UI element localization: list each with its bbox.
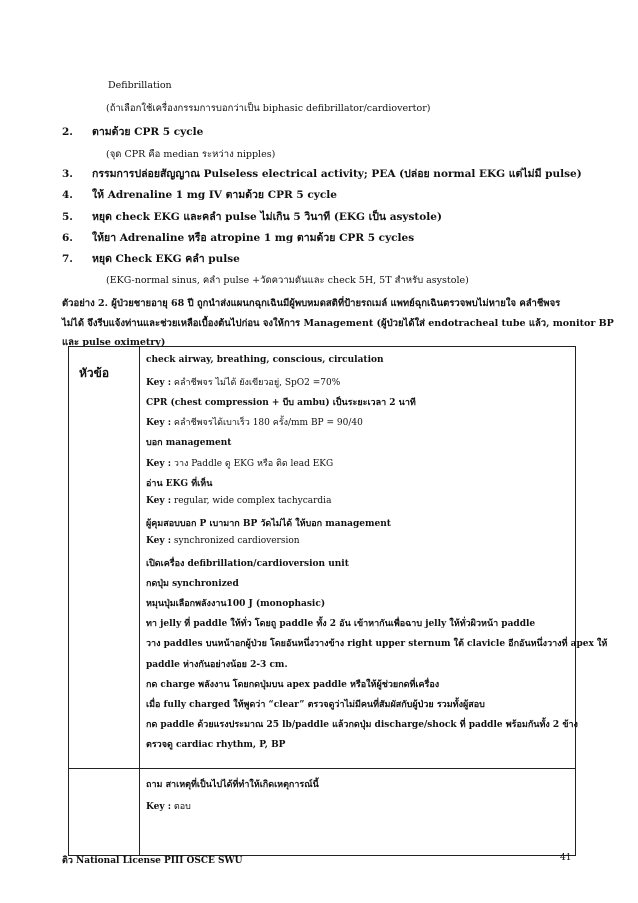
row-text: check airway, breathing, conscious, circulation	[146, 355, 384, 365]
step-row	[146, 516, 391, 530]
table-header-topic: หัวข้อ	[79, 366, 110, 380]
row-text: กดปุ่ม synchronized	[146, 579, 239, 590]
defibrillation-line: Defibrillation	[108, 80, 172, 91]
step-number: 5.	[62, 211, 73, 223]
step-row	[146, 717, 578, 731]
key-label: Key :	[146, 418, 172, 429]
step-text: กรรมการปล่อยสัญญาณ Pulseless electrical activity; PEA (ปล่อย normal EKG แต่ไม่มี pulse)	[92, 168, 582, 180]
step-row	[146, 596, 325, 610]
step-row	[146, 616, 535, 630]
example-line-3: และ pulse oximetry)	[62, 337, 166, 348]
step-number: 3.	[62, 168, 73, 180]
step-3	[62, 165, 582, 182]
step-row	[146, 697, 485, 711]
footer-title: ติว National License PIII OSCE SWU	[62, 856, 243, 866]
key-label: Key :	[146, 495, 172, 506]
row-text: ตอบ	[173, 802, 191, 812]
row-text: คลำชีพจรได้เบาเร็ว 180 ครั้ง/mm BP = 90/40	[173, 418, 363, 429]
key-label: Key :	[146, 458, 172, 469]
key-row	[146, 375, 340, 389]
key-label: Key :	[146, 535, 172, 546]
step-2-note: (จุด CPR คือ median ระหว่าง nipples)	[106, 149, 276, 160]
key-label: Key :	[146, 802, 172, 812]
table-row-divider	[69, 768, 575, 769]
page-number: 41	[560, 853, 572, 863]
question-row	[146, 777, 319, 791]
row-text: กด paddle ด้วยแรงประมาณ 25 lb/paddle แล้วกดปุ่ม discharge/shock ที่ paddle พร้อมกันทั้ง 2 ข้าง	[146, 719, 578, 730]
key-row	[146, 496, 331, 506]
step-number: 2.	[62, 126, 73, 138]
row-text: อ่าน EKG ที่เห็น	[146, 478, 213, 489]
step-text: หยุด Check EKG คลำ pulse	[92, 253, 240, 265]
management-table	[68, 346, 608, 856]
row-text: เปิดเครื่อง defibrillation/cardioversion unit	[146, 559, 349, 569]
step-row	[146, 476, 212, 490]
row-text: วาง paddles บนหน้าอกผู้ป่วย โดยอันหนึ่งวางข้าง right upper sternum ใต้ clavicle อีกอันหนึ่งวางที่ apex ให้	[146, 639, 608, 650]
row-text: เมื่อ fully charged ให้พูดว่า “clear” ตรวจดูว่าไม่มีคนที่สัมผัสกับผู้ป่วย รวมทั้งผู้สอบ	[146, 699, 485, 710]
step-2	[62, 123, 203, 140]
step-number: 7.	[62, 253, 73, 265]
key-row	[146, 415, 363, 429]
step-4	[62, 186, 337, 203]
step-6	[62, 229, 414, 246]
step-text: ให้ยา Adrenaline หรือ atropine 1 mg ตามด้วย CPR 5 cycles	[92, 232, 415, 244]
step-row	[146, 556, 349, 570]
row-text: regular, wide complex tachycardia	[173, 495, 332, 506]
row-text: synchronized cardioversion	[173, 535, 300, 546]
row-text: คลำชีพจร ไม่ได้ ยังเขียวอยู่, SpO2 =70%	[173, 378, 341, 389]
step-row	[146, 677, 439, 691]
row-text: ทา jelly ที่ paddle ให้ทั่ว โดยถู paddle ทั้ง 2 อัน เข้าหากันเพื่อฉาบ jelly ให้ทั่วผิวหน้า paddle	[146, 619, 536, 630]
step-text: ให้ Adrenaline 1 mg IV ตามด้วย CPR 5 cycle	[92, 189, 337, 201]
row-text: ถาม สาเหตุที่เป็นไปได้ที่ทำให้เกิดเหตุการณ์นี้	[146, 780, 319, 790]
step-7	[62, 250, 240, 267]
step-row	[146, 657, 288, 671]
step-number: 4.	[62, 189, 73, 201]
answer-key-row	[146, 799, 191, 813]
row-text: วาง Paddle ดู EKG หรือ ติด lead EKG	[173, 458, 334, 469]
example-line-2: ไม่ได้ จึงรีบแจ้งท่านและช่วยเหลือเบื้องต้นไปก่อน จงให้การ Management (ผู้ป่วยได้ใส่ endotracheal tube แล้ว, monitor BP	[62, 318, 614, 329]
row-text: บอก management	[146, 438, 232, 449]
example-line-1: ตัวอย่าง 2. ผู้ป่วยชายอายุ 68 ปี ถูกนำส่งแผนกฉุกเฉินมีผู้พบหมดสติที่ป้ายรถเมล์ แพทย์ฉุกเฉินตรวจพบไม่หายใจ คลำชีพจร	[62, 298, 561, 309]
key-row	[146, 536, 300, 546]
biphasic-note: (ถ้าเลือกใช้เครื่องกรรมการบอกว่าเป็น biphasic defibrillator/cardiovertor)	[106, 103, 431, 114]
row-text: ผู้คุมสอบบอก P เบามาก BP วัดไม่ได้ ให้บอก management	[146, 518, 391, 529]
step-7-note: (EKG-normal sinus, คลำ pulse +วัดความดันและ check 5H, 5T สำหรับ asystole)	[106, 275, 469, 286]
step-row	[146, 576, 239, 590]
row-text: ตรวจดู cardiac rhythm, P, BP	[146, 739, 286, 750]
table-column-divider	[139, 347, 140, 855]
key-label: Key :	[146, 378, 172, 389]
step-row	[146, 737, 285, 751]
step-number: 6.	[62, 232, 73, 244]
step-row	[146, 355, 384, 365]
step-text: ตามด้วย CPR 5 cycle	[92, 126, 204, 138]
row-text: CPR (chest compression + บีบ ambu) เป็นระยะเวลา 2 นาที	[146, 398, 416, 409]
step-row	[146, 636, 607, 650]
step-row	[146, 435, 231, 449]
step-text: หยุด check EKG และคลำ pulse ไม่เกิน 5 วินาที (EKG เป็น asystole)	[92, 211, 442, 223]
row-text: กด charge พลังงาน โดยกดปุ่มบน apex paddle หรือให้ผู้ช่วยกดที่เครื่อง	[146, 679, 440, 690]
row-text: paddle ห่างกันอย่างน้อย 2-3 cm.	[146, 659, 288, 670]
step-row	[146, 395, 416, 409]
step-5	[62, 208, 442, 225]
row-text: หมุนปุ่มเลือกพลังงาน100 J (monophasic)	[146, 599, 326, 610]
key-row	[146, 456, 333, 470]
